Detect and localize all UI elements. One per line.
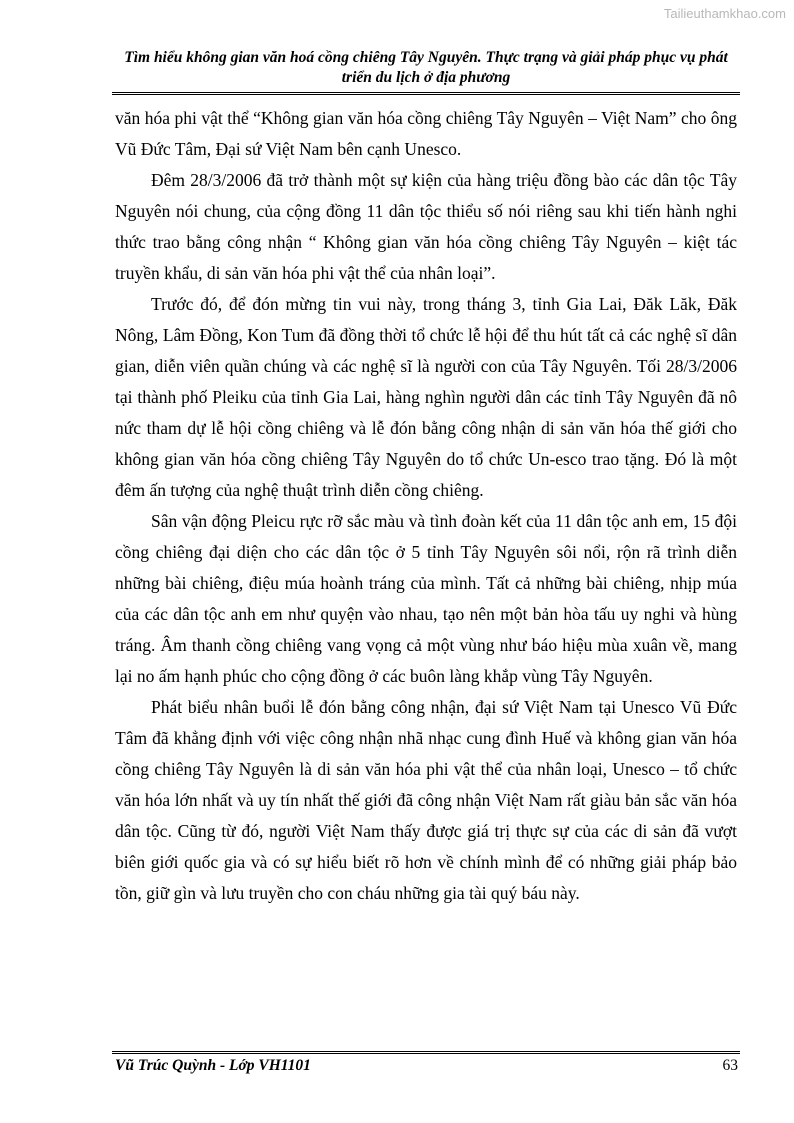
- page-number: 63: [722, 1057, 738, 1074]
- paragraph: Trước đó, để đón mừng tin vui này, trong tháng 3, tỉnh Gia Lai, Đăk Lăk, Đăk Nông, Lâm Đồng, Kon Tum đã đồng thời tổ chức lễ hội để thu hút tất cả các nghệ sĩ dân gian, diễn viên quần chúng và các nghệ sĩ là người con của Tây Nguyên. Tối 28/3/2006 tại thành phố Pleiku của tỉnh Gia Lai, hàng nghìn người dân các tỉnh Tây Nguyên đã nô nức tham dự lễ hội cồng chiêng và lễ đón bằng công nhận di sản văn hóa thế giới cho không gian văn hóa cồng chiêng Tây Nguyên do tổ chức Un-esco trao tặng. Đó là một đêm ấn tượng của nghệ thuật trình diễn cồng chiêng.: [115, 294, 737, 500]
- running-header-title: Tìm hiểu không gian văn hoá cồng chiêng Tây Nguyên. Thực trạng và giải pháp phục vụ phát triển du lịch ở địa phương: [124, 49, 728, 86]
- watermark: Tailieuthamkhao.com: [663, 6, 786, 21]
- footer-author: Vũ Trúc Quỳnh - Lớp VH1101: [115, 1057, 311, 1074]
- body-text: [115, 103, 737, 909]
- paragraph-continuation: văn hóa phi vật thể “Không gian văn hóa cồng chiêng Tây Nguyên – Việt Nam” cho ông Vũ Đức Tâm, Đại sứ Việt Nam bên cạnh Unesco.: [115, 108, 737, 159]
- header-divider: [112, 92, 740, 95]
- paragraph: Sân vận động Pleicu rực rỡ sắc màu và tình đoàn kết của 11 dân tộc anh em, 15 đội cồng chiêng đại diện cho các dân tộc ở 5 tỉnh Tây Nguyên sôi nổi, rộn rã trình diễn những bài chiêng, điệu múa hoành tráng của mình. Tất cả những bài chiêng, nhịp múa của các dân tộc anh em như quyện vào nhau, tạo nên một bản hòa tấu uy nghi và hùng tráng. Âm thanh cồng chiêng vang vọng cả một vùng như báo hiệu mùa xuân về, mang lại no ấm hạnh phúc cho cộng đồng ở các buôn làng khắp vùng Tây Nguyên.: [115, 511, 737, 686]
- paragraph: Phát biểu nhân buổi lễ đón bằng công nhận, đại sứ Việt Nam tại Unesco Vũ Đức Tâm đã khẳng định với việc công nhận nhã nhạc cung đình Huế và không gian văn hóa cồng chiêng Tây Nguyên là di sản văn hóa phi vật thể của nhân loại, Unesco – tổ chức văn hóa lớn nhất và uy tín nhất thế giới đã công nhận Việt Nam rất giàu bản sắc văn hóa dân tộc. Cũng từ đó, người Việt Nam thấy được giá trị thực sự của các di sản đã vượt biên giới quốc gia và có sự hiểu biết rõ hơn về chính mình để có những giải pháp bảo tồn, giữ gìn và lưu truyền cho con cháu những gia tài quý báu này.: [115, 697, 737, 903]
- paragraph: Đêm 28/3/2006 đã trở thành một sự kiện của hàng triệu đồng bào các dân tộc Tây Nguyên nói chung, của cộng đồng 11 dân tộc thiểu số nói riêng sau khi tiến hành nghi thức trao bằng công nhận “ Không gian văn hóa cồng chiêng Tây Nguyên – kiệt tác truyền khẩu, di sản văn hóa phi vật thể của nhân loại”.: [115, 170, 737, 283]
- footer-divider: [112, 1051, 740, 1054]
